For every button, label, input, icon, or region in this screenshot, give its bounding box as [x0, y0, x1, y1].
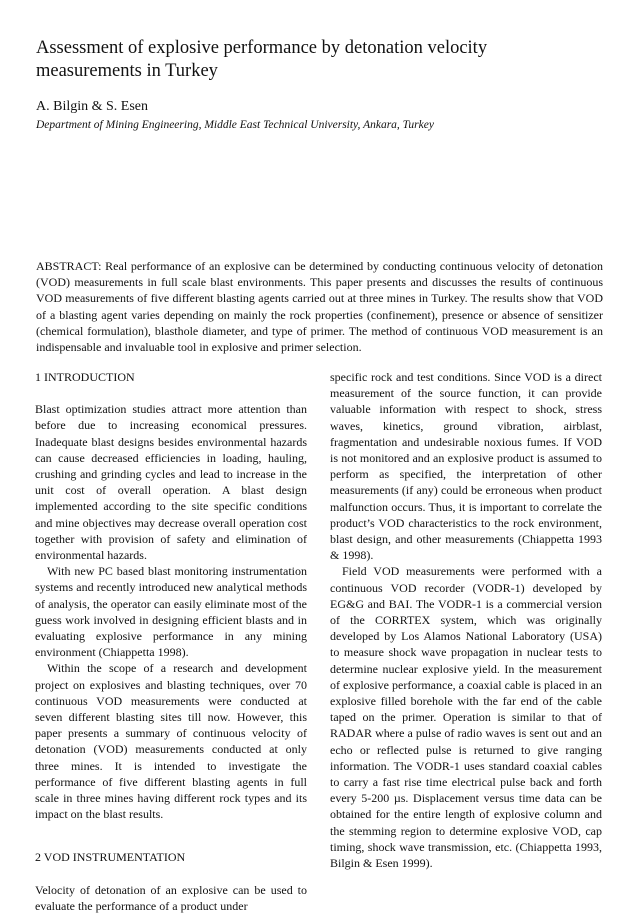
- vod-paragraph: Velocity of detonation of an explosive can be used to evaluate the performance of a product under: [35, 882, 307, 913]
- section-heading-introduction: 1 INTRODUCTION: [35, 370, 135, 384]
- abstract: ABSTRACT: Real performance of an explosive can be determined by conducting continuous velocity of detonation (VOD) measurements in full scale blast environments. This paper presents and discusses the results of continuous VOD measurements of five different blasting agents carried out at three mines in Turkey. The results show that VOD of a blasting agent varies depending on mainly the rock properties (confinement), presence or absence of sensitizer (chemical formulation), blasthole diameter, and type of primer. The method of continuous VOD measurement is an indispensable and invaluable tool in explosive and primer selection.: [36, 259, 603, 355]
- right-column: [330, 369, 602, 871]
- paper-title: Assessment of explosive performance by detonation velocity measurements in Turkey: [36, 38, 488, 81]
- intro-paragraph: Within the scope of a research and development project on explosives and blasting techniques, over 70 continuous VOD measurements were conducted at seven different blasting sites till now. However, this paper presents a summary of continuous velocity of detonation (VOD) measurements conducted at only three mines. It is intended to investigate the performance of five different blasting agents in full scale in three mines having different rock types and its impact on the blast results.: [35, 661, 307, 822]
- body-paragraph: Field VOD measurements were performed with a continuous VOD recorder (VODR-1) developed by EG&G and BAI. The VODR-1 is a commercial version of the CORRTEX system, which was originally developed by Los Alamos National Laboratory (USA) to measure shock wave propagation in nuclear tests to determine nuclear explosive yield. In the measurement of explosive performance, a coaxial cable is placed in an explosive filled borehole with the far end of the cable taped on the primer. Operation is similar to that of RADAR where a pulse of radio waves is sent out and an echo or reflected pulse is returned to give ranging information. The VODR-1 uses standard coaxial cables to carry a fast rise time electrical pulse back and forth every 5-200 µs. Displacement versus time data can be obtained for the entire length of explosive column and the stemming region to determine explosive VOD, cap timing, shock wave transmission, etc. (Chiappetta 1993, Bilgin & Esen 1999).: [330, 564, 602, 871]
- intro-paragraph: With new PC based blast monitoring instrumentation systems and recently introduced new analytical methods of analysis, the operator can easily eliminate most of the guess work involved in designing efficient blasts and in evaluating explosive performance in any mining environment (Chiappetta 1998).: [35, 564, 307, 660]
- paper-authors: A. Bilgin & S. Esen: [36, 99, 149, 114]
- body-paragraph: specific rock and test conditions. Since VOD is a direct measurement of the source function, it can provide valuable information with respect to shock, stress waves, kinetics, ground vibration, airblast, fragmentation and undesirable noxious fumes. If VOD is not monitored and an explosive product is assumed to perform as specified, the interpretation of other measurements (if any) could be erroneous when product malfunction occurs. Thus, it is important to correlate the product’s VOD characteristics to the rock environment, blast design, and other measurements (Chiappetta 1993 & 1998).: [330, 370, 602, 563]
- left-column: [35, 369, 307, 914]
- section-heading-vod-instrumentation: 2 VOD INSTRUMENTATION: [35, 850, 186, 865]
- intro-paragraph: Blast optimization studies attract more attention than before due to increasing economical pressures. Inadequate blast designs besides environmental hazards can cause decreased efficiencies in loading, hauling, crushing and grinding cycles and lead to increase in the unit cost of overall operation. A blast design implemented according to the site specific conditions and mine objectives may decrease overall operation cost together with provision of safety and elimination of environmental hazards.: [35, 402, 307, 563]
- author-affiliation: Department of Mining Engineering, Middle East Technical University, Ankara, Turkey: [36, 119, 434, 131]
